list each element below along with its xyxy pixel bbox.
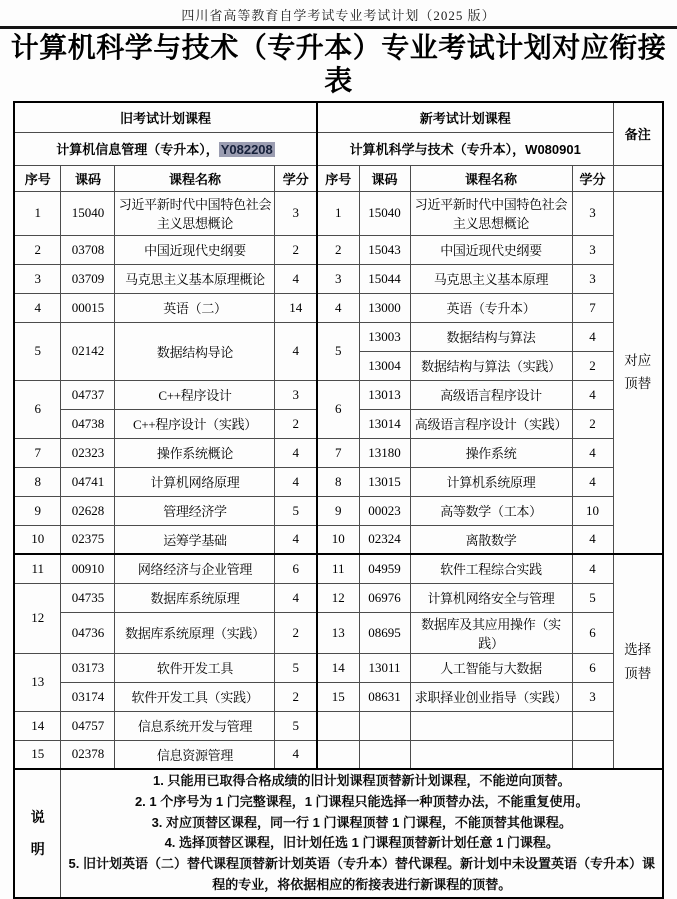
old-course: 网络经济与企业管理 [115,554,275,583]
new-course: 高级语言程序设计（实践） [410,409,572,438]
remark-choose-cell [613,554,663,769]
old-course: 操作系统概论 [115,438,275,467]
new-credit: 4 [572,380,613,409]
old-course: 英语（二） [115,293,275,322]
col-header-old-credit: 学分 [275,165,317,191]
new-seq-empty [317,711,359,740]
new-course: 马克思主义基本原理 [410,264,572,293]
table-row [14,583,663,612]
notes-label: 说明 [30,809,45,858]
old-credit: 3 [275,191,317,235]
old-seq: 3 [14,264,61,293]
new-code: 08631 [359,682,410,711]
table-row [14,264,663,293]
new-seq: 1 [317,191,359,235]
new-credit: 3 [572,235,613,264]
table-row [14,322,663,351]
new-credit: 5 [572,583,613,612]
old-code: 03174 [61,682,115,711]
note-item-4: 4. 选择顶替区课程，旧计划任选 1 门课程顶替新计划任意 1 门课程。 [164,835,559,851]
old-course: C++程序设计（实践） [115,409,275,438]
new-course-empty [410,740,572,769]
new-seq-empty [317,740,359,769]
table-row [14,612,663,653]
new-seq: 14 [317,653,359,682]
old-plan-group-header: 旧考试计划课程 [14,102,317,132]
old-credit: 4 [275,322,317,380]
column-header-row [14,165,663,191]
old-course: 信息系统开发与管理 [115,711,275,740]
new-seq: 11 [317,554,359,583]
old-program-name: 计算机信息管理（专升本）， [56,142,219,157]
new-credit: 6 [572,612,613,653]
table-row [14,191,663,235]
note-item-1: 1. 只能用已取得合格成绩的旧计划课程顶替新计划课程，不能逆向顶替。 [153,773,571,788]
new-course: 软件工程综合实践 [410,554,572,583]
old-code: 04736 [61,612,115,653]
old-course: 中国近现代史纲要 [115,235,275,264]
new-credit-empty [572,711,613,740]
old-seq: 6 [14,380,61,438]
col-header-old-course: 课程名称 [115,165,275,191]
col-header-new-course: 课程名称 [410,165,572,191]
old-credit: 14 [275,293,317,322]
old-course: 软件开发工具 [115,653,275,682]
new-seq: 7 [317,438,359,467]
new-credit: 2 [572,409,613,438]
new-credit: 4 [572,438,613,467]
new-code: 02324 [359,525,410,554]
old-course: 马克思主义基本原理概论 [115,264,275,293]
new-code: 13014 [359,409,410,438]
new-code: 13180 [359,438,410,467]
new-course: 数据结构与算法 [410,322,572,351]
old-seq: 4 [14,293,61,322]
remark-column-header: 备注 [613,102,663,165]
table-row [14,235,663,264]
old-course: 软件开发工具（实践） [115,682,275,711]
old-course: 信息资源管理 [115,740,275,769]
col-header-new-code: 课码 [359,165,410,191]
new-program-header: 计算机科学与技术（专升本），W080901 [317,132,613,165]
new-code-empty [359,711,410,740]
old-course: 管理经济学 [115,496,275,525]
new-credit: 3 [572,264,613,293]
old-seq: 7 [14,438,61,467]
new-code: 06976 [359,583,410,612]
new-code: 13015 [359,467,410,496]
table-row [14,438,663,467]
old-code: 03709 [61,264,115,293]
new-course: 计算机系统原理 [410,467,572,496]
old-credit: 3 [275,380,317,409]
new-code-empty [359,740,410,769]
col-header-remark-empty [613,165,663,191]
table-row [14,682,663,711]
old-code: 02323 [61,438,115,467]
new-credit: 6 [572,653,613,682]
old-credit: 4 [275,740,317,769]
old-credit: 4 [275,264,317,293]
page-title: 计算机科学与技术（专升本）专业考试计划对应衔接表 [10,32,667,96]
old-code: 02375 [61,525,115,554]
new-credit: 3 [572,682,613,711]
old-code: 04738 [61,409,115,438]
old-seq: 1 [14,191,61,235]
new-course: 求职择业创业指导（实践） [410,682,572,711]
new-seq: 6 [317,380,359,438]
old-code: 04741 [61,467,115,496]
col-header-new-credit: 学分 [572,165,613,191]
remark-choose-label: 选择顶替 [624,641,652,681]
program-header-row [14,132,663,165]
old-code: 00910 [61,554,115,583]
note-item-3: 3. 对应顶替区课程，同一行 1 门课程顶替 1 门课程，不能顶替其他课程。 [151,814,572,830]
new-credit-empty [572,740,613,769]
new-credit: 4 [572,525,613,554]
col-header-old-code: 课码 [61,165,115,191]
new-course: 操作系统 [410,438,572,467]
new-seq: 4 [317,293,359,322]
new-seq: 5 [317,322,359,380]
old-course: 数据库系统原理（实践） [115,612,275,653]
old-credit: 6 [275,554,317,583]
table-row [14,380,663,409]
old-seq: 13 [14,653,61,711]
new-course: 离散数学 [410,525,572,554]
old-code: 02378 [61,740,115,769]
new-course: 中国近现代史纲要 [410,235,572,264]
old-credit: 2 [275,235,317,264]
articulation-table [13,101,664,899]
old-code: 03708 [61,235,115,264]
old-code: 02628 [61,496,115,525]
new-course: 计算机网络安全与管理 [410,583,572,612]
old-credit: 5 [275,496,317,525]
new-course: 人工智能与大数据 [410,653,572,682]
old-seq: 5 [14,322,61,380]
old-seq: 2 [14,235,61,264]
old-credit: 4 [275,525,317,554]
old-course: 数据结构导论 [115,322,275,380]
new-credit: 3 [572,191,613,235]
old-credit: 2 [275,682,317,711]
old-credit: 5 [275,711,317,740]
old-course: 运筹学基础 [115,525,275,554]
new-course: 习近平新时代中国特色社会主义思想概论 [410,191,572,235]
new-seq: 10 [317,525,359,554]
old-program-header [14,132,317,165]
new-code: 15040 [359,191,410,235]
old-credit: 4 [275,438,317,467]
old-course: 数据库系统原理 [115,583,275,612]
old-code: 04737 [61,380,115,409]
new-course: 高级语言程序设计 [410,380,572,409]
program-code-highlight: Y082208 [220,142,273,157]
table-row [14,525,663,554]
new-code: 13003 [359,322,410,351]
old-code: 04735 [61,583,115,612]
remark-correspond-cell [613,191,663,554]
old-seq: 14 [14,711,61,740]
notes-body-cell [61,769,663,898]
table-row [14,740,663,769]
new-seq: 2 [317,235,359,264]
new-course: 英语（专升本） [410,293,572,322]
old-code: 15040 [61,191,115,235]
new-code: 08695 [359,612,410,653]
old-seq: 9 [14,496,61,525]
old-credit: 2 [275,409,317,438]
doc-header: 四川省高等教育自学考试专业考试计划（2025 版） [181,8,496,23]
new-seq: 9 [317,496,359,525]
table-row [14,653,663,682]
old-code: 03173 [61,653,115,682]
remark-correspond-label: 对应顶替 [624,352,652,392]
old-seq: 11 [14,554,61,583]
new-credit: 10 [572,496,613,525]
col-header-new-seq: 序号 [317,165,359,191]
old-code: 02142 [61,322,115,380]
old-seq: 12 [14,583,61,653]
new-code: 13013 [359,380,410,409]
new-course: 高等数学（工本） [410,496,572,525]
table-row [14,554,663,583]
group-header-row [14,102,663,132]
header-rule [0,26,677,29]
new-code: 13011 [359,653,410,682]
new-code: 15043 [359,235,410,264]
new-course: 数据库及其应用操作（实践） [410,612,572,653]
old-seq: 15 [14,740,61,769]
old-seq: 10 [14,525,61,554]
new-credit: 2 [572,351,613,380]
table-row [14,467,663,496]
new-credit: 7 [572,293,613,322]
table-row [14,293,663,322]
old-credit: 2 [275,612,317,653]
new-seq: 8 [317,467,359,496]
old-code: 00015 [61,293,115,322]
new-plan-group-header: 新考试计划课程 [317,102,613,132]
new-course: 数据结构与算法（实践） [410,351,572,380]
new-seq: 3 [317,264,359,293]
old-code: 04757 [61,711,115,740]
notes-row [14,769,663,898]
old-course: 习近平新时代中国特色社会主义思想概论 [115,191,275,235]
note-item-5: 5. 旧计划英语（二）替代课程顶替新计划英语（专升本）替代课程。新计划中未设置英语（专升本）课程的专业，将依据相应的衔接表进行新课程的顶替。 [68,856,655,892]
new-credit: 4 [572,554,613,583]
old-course: C++程序设计 [115,380,275,409]
table-row [14,711,663,740]
table-row [14,496,663,525]
old-credit: 4 [275,583,317,612]
new-code: 13000 [359,293,410,322]
new-credit: 4 [572,467,613,496]
note-item-2: 2. 1 个序号为 1 门完整课程，1 门课程只能选择一种顶替办法，不能重复使用。 [134,793,589,809]
old-credit: 5 [275,653,317,682]
old-credit: 4 [275,467,317,496]
old-course: 计算机网络原理 [115,467,275,496]
new-credit: 4 [572,322,613,351]
new-code: 04959 [359,554,410,583]
new-seq: 13 [317,612,359,653]
new-seq: 12 [317,583,359,612]
new-code: 13004 [359,351,410,380]
new-seq: 15 [317,682,359,711]
old-seq: 8 [14,467,61,496]
new-code: 15044 [359,264,410,293]
new-code: 00023 [359,496,410,525]
new-course-empty [410,711,572,740]
col-header-old-seq: 序号 [14,165,61,191]
notes-label-cell [14,769,61,898]
